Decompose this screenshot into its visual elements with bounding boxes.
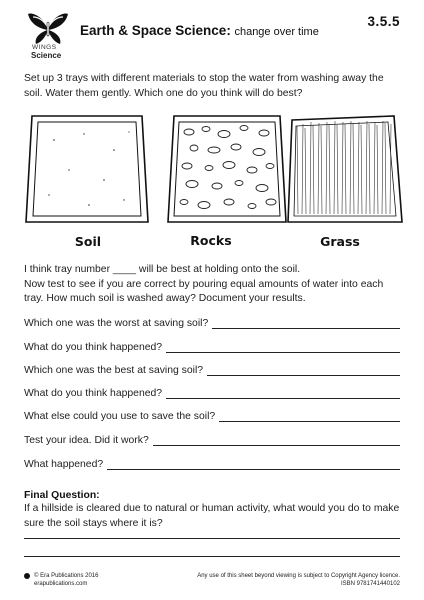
question-text: What else could you use to save the soil?	[24, 411, 216, 422]
answer-line[interactable]	[207, 365, 400, 376]
answer-line[interactable]	[166, 342, 400, 353]
answer-line[interactable]	[24, 556, 400, 557]
question-text: What do you think happened?	[24, 388, 163, 399]
question-row	[24, 388, 400, 399]
question-text: What happened?	[24, 459, 104, 470]
answer-line[interactable]	[24, 538, 400, 539]
answer-line[interactable]	[153, 435, 400, 446]
wings-science-logo	[24, 8, 72, 64]
question-row	[24, 435, 400, 446]
footer-publisher	[24, 572, 98, 588]
question-text: What do you think happened?	[24, 342, 163, 353]
final-question-text: If a hillside is cleared due to natural or human activity, what would you do to make sure the soil stays where it is?	[24, 503, 400, 529]
question-text: Test your idea. Did it work?	[24, 435, 149, 446]
question-text: Which one was the best at saving soil?	[24, 365, 204, 376]
instructions-text: Now test to see if you are correct by pouring equal amounts of water into each tray. How much soil is washed away? Document your results.	[24, 278, 384, 305]
page-title	[80, 23, 319, 38]
isbn-text: ISBN 9781741440102	[340, 581, 400, 587]
question-row	[24, 411, 400, 422]
title-main: Earth & Space Science:	[80, 23, 231, 38]
footer-licence	[197, 572, 400, 588]
logo-science-text: Science	[31, 51, 62, 60]
answer-line[interactable]	[166, 388, 400, 399]
answer-line[interactable]	[219, 411, 400, 422]
grass-tray-image	[288, 116, 402, 222]
title-subtitle: change over time	[234, 26, 319, 38]
butterfly-icon	[24, 8, 72, 48]
question-row	[24, 459, 400, 470]
website-text: erapublications.com	[34, 581, 88, 587]
licence-notice: Any use of this sheet beyond viewing is subject to Copyright Agency licence.	[197, 573, 400, 579]
copyright-text: © Era Publications 2016	[34, 573, 99, 579]
question-row	[24, 318, 400, 329]
final-question-title: Final Question:	[24, 490, 100, 501]
answer-line[interactable]	[107, 459, 400, 470]
worksheet-code: 3.5.5	[367, 14, 400, 29]
publisher-logo-icon	[24, 573, 30, 579]
tray-label-grass: Grass	[320, 234, 360, 249]
question-row	[24, 365, 400, 376]
rocks-tray-image	[168, 116, 286, 222]
tray-label-rocks: Rocks	[190, 233, 232, 248]
soil-tray-image	[26, 116, 148, 222]
answer-line[interactable]	[212, 318, 400, 329]
prediction-text: I think tray number ____ will be best at holding onto the soil.	[24, 264, 301, 275]
intro-paragraph: Set up 3 trays with different materials to stop the water from washing away the soil. Water them gently. Which one do you think will do best?	[24, 73, 384, 99]
question-text: Which one was the worst at saving soil?	[24, 318, 209, 329]
tray-label-soil: Soil	[74, 234, 102, 249]
question-row	[24, 342, 400, 353]
prediction-block	[24, 263, 404, 307]
trays-illustration	[24, 110, 404, 232]
logo-wings-text: WINGS	[32, 44, 57, 51]
